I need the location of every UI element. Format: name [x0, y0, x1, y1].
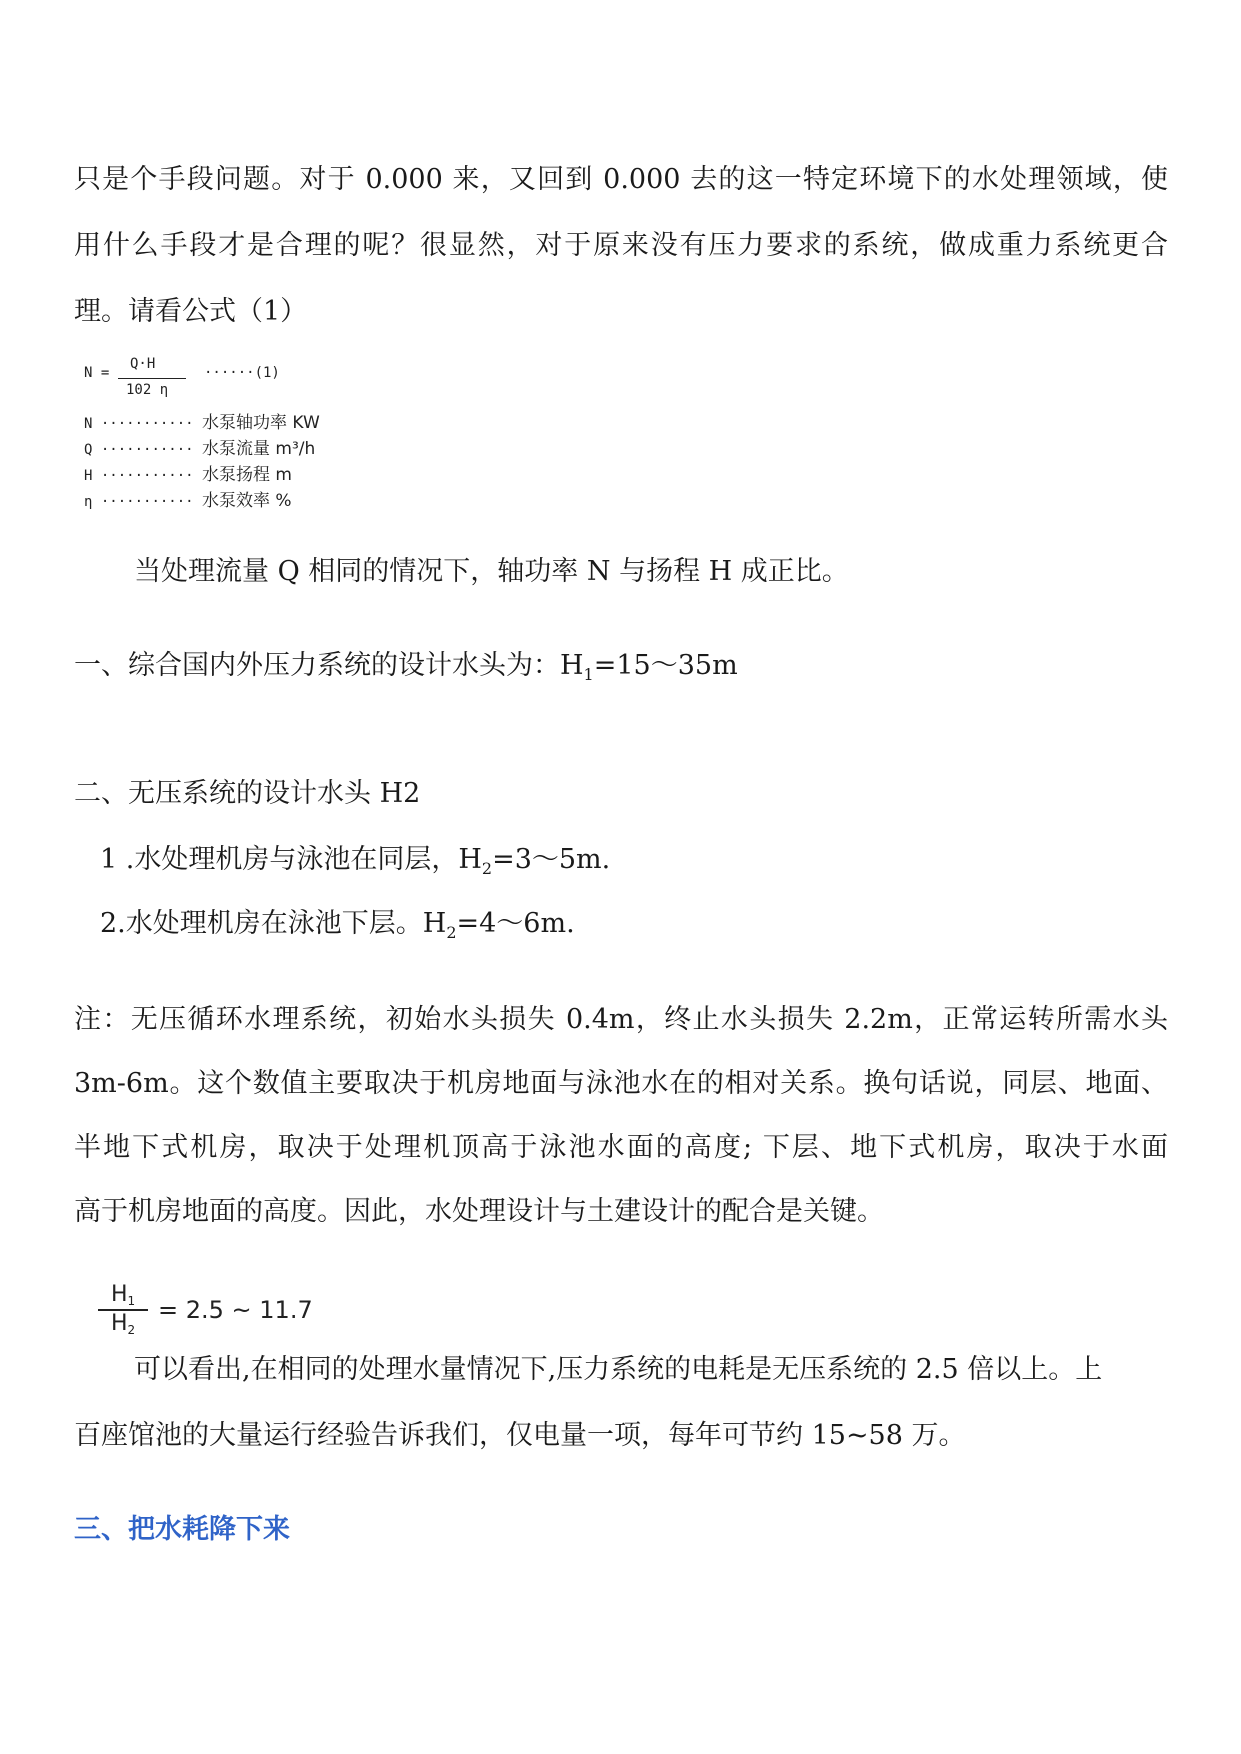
formula-denominator: 102 η	[126, 382, 169, 398]
section2-item1: 1 .水处理机房与泳池在同层，$H_2=3\sim 5m$.	[100, 844, 611, 878]
ratio-numerator: $H_1$	[111, 1282, 136, 1308]
definition-dots: ···········	[100, 442, 194, 458]
ratio-denominator: $H_2$	[111, 1311, 136, 1337]
section1-heading: 一、综合国内外压力系统的设计水头为：$H_1=15\sim 35m$	[74, 650, 738, 684]
note-line3: 半地下式机房，取决于处理机顶高于泳池水面的高度; 下层、地下式机房，取决于水面	[74, 1132, 1168, 1163]
definition-meaning: 水泵扬程 m	[202, 465, 292, 485]
pump-power-formula	[84, 356, 384, 512]
paragraph3-line1: 可以看出,在相同的处理水量情况下,压力系统的电耗是无压系统的 2.5 倍以上。上	[134, 1354, 1103, 1385]
definition-symbol: η	[84, 494, 93, 510]
paragraph1-line3: 理。请看公式（1）	[74, 296, 308, 327]
formula-lhs: N =	[84, 365, 110, 381]
definition-meaning: 水泵流量 m³/h	[202, 439, 316, 459]
section2-heading: 二、无压系统的设计水头 H2	[74, 778, 421, 809]
definition-dots: ···········	[100, 416, 194, 432]
formula-ref: ······(1)	[204, 365, 280, 381]
definition-symbol: N	[84, 416, 93, 432]
formula-numerator: Q·H	[130, 356, 156, 372]
paragraph2: 当处理流量 Q 相同的情况下，轴功率 N 与扬程 H 成正比。	[134, 556, 849, 587]
paragraph1-line2: 用什么手段才是合理的呢？很显然，对于原来没有压力要求的系统，做成重力系统更合	[74, 230, 1168, 261]
ratio-value: = 2.5 ~ 11.7	[158, 1296, 313, 1324]
note-line4: 高于机房地面的高度。因此，水处理设计与土建设计的配合是关键。	[74, 1196, 884, 1227]
definition-row	[84, 434, 315, 459]
definition-symbol: Q	[84, 442, 93, 458]
note-line1: 注：无压循环水理系统，初始水头损失 0.4m，终止水头损失 2.2m，正常运转所需水头	[74, 1004, 1168, 1035]
note-line2: 3m-6m。这个数值主要取决于机房地面与泳池水在的相对关系。换句话说，同层、地面、	[74, 1068, 1168, 1099]
section2-item2: 2.水处理机房在泳池下层。$H_2=4\sim 6m$.	[100, 908, 575, 942]
definition-row	[84, 408, 320, 433]
fraction-bar	[118, 378, 186, 379]
definition-symbol: H	[84, 468, 93, 484]
section3-heading: 三、把水耗降下来	[74, 1514, 290, 1545]
head-ratio-formula	[96, 1282, 336, 1338]
definition-dots: ···········	[100, 468, 194, 484]
definition-meaning: 水泵效率 %	[202, 491, 292, 511]
paragraph1-line1: 只是个手段问题。对于 0.000 来，又回到 0.000 去的这一特定环境下的水处理领域，使	[74, 164, 1168, 195]
definition-row	[84, 460, 292, 485]
definition-row	[84, 486, 292, 511]
definition-meaning: 水泵轴功率 KW	[202, 413, 320, 433]
paragraph3-line2: 百座馆池的大量运行经验告诉我们，仅电量一项，每年可节约 15~58 万。	[74, 1420, 966, 1451]
definition-dots: ···········	[100, 494, 194, 510]
